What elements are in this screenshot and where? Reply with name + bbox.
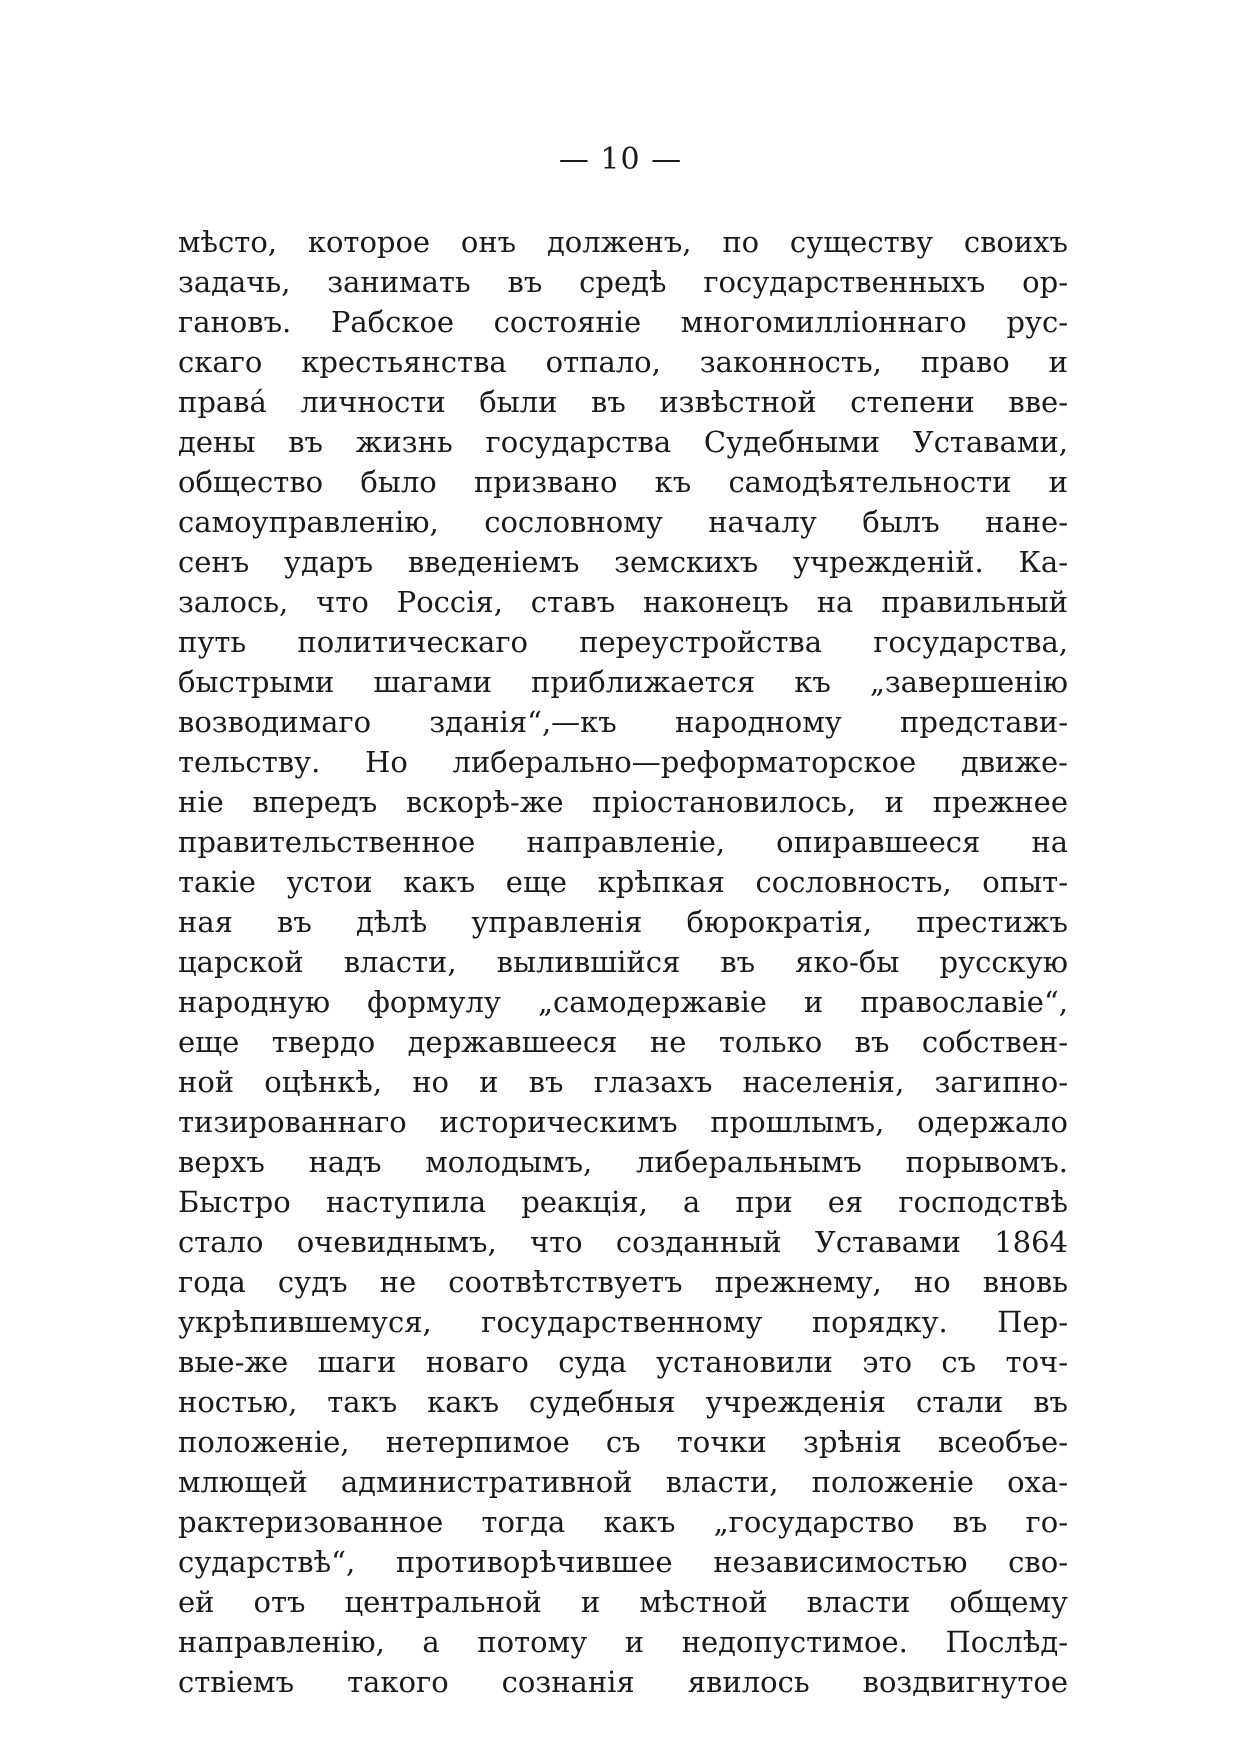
text-line: ніе впередъ вскорѣ-же пріостановилось, и прежнее [178, 785, 1068, 819]
text-line: задачь, занимать въ средѣ государственныхъ ор- [178, 265, 1068, 299]
text-line: направленію, а потому и недопустимое. Послѣд- [178, 1625, 1068, 1659]
text-line: ей отъ центральной и мѣстной власти общему [178, 1585, 1068, 1619]
text-line: правительственное направленіе, опиравшееся на [178, 825, 1068, 859]
text-line: рактеризованное тогда какъ „государство въ го- [178, 1505, 1068, 1539]
text-line: путь политическаго переустройства государства, [178, 625, 1068, 659]
text-line: сенъ ударъ введеніемъ земскихъ учрежденій. Ка- [178, 545, 1068, 579]
text-line: тизированнаго историческимъ прошлымъ, одержало [178, 1105, 1068, 1139]
text-line: ная въ дѣлѣ управленія бюрократія, престижъ [178, 905, 1068, 939]
text-line: народную формулу „самодержавіе и православіе“, [178, 985, 1068, 1019]
text-line: укрѣпившемуся, государственному порядку. Пер- [178, 1305, 1068, 1339]
text-line: права́ личности были въ извѣстной степени вве- [178, 385, 1068, 419]
text-line: залось, что Россія, ставъ наконецъ на правильный [178, 585, 1068, 619]
text-line: млющей административной власти, положеніе оха- [178, 1465, 1068, 1499]
body-text [178, 222, 1068, 1702]
text-line: года судъ не соотвѣтствуетъ прежнему, но вновь [178, 1265, 1068, 1299]
text-line: возводимаго зданія“,—къ народному представи- [178, 705, 1068, 739]
text-line: самоуправленію, сословному началу былъ нане- [178, 505, 1068, 539]
text-line: мѣсто, которое онъ долженъ, по существу своихъ [178, 225, 1068, 259]
text-line: верхъ надъ молодымъ, либеральнымъ порывомъ. [178, 1145, 1068, 1179]
text-line: быстрыми шагами приближается къ „завершенію [178, 665, 1068, 699]
text-line: гановъ. Рабское состояніе многомилліоннаго рус- [178, 305, 1068, 339]
text-line: скаго крестьянства отпало, законность, право и [178, 345, 1068, 379]
text-line: стало очевиднымъ, что созданный Уставами 1864 [178, 1225, 1068, 1259]
page-number: — 10 — [558, 142, 683, 177]
text-line: сударствѣ“, противорѣчившее независимостью сво- [178, 1545, 1068, 1579]
text-line: такіе устои какъ еще крѣпкая сословность, опыт- [178, 865, 1068, 899]
text-line: тельству. Но либерально—реформаторское движе- [178, 745, 1068, 779]
text-line: вые-же шаги новаго суда установили это съ точ- [178, 1345, 1068, 1379]
text-line: ностью, такъ какъ судебныя учрежденія стали въ [178, 1385, 1068, 1419]
text-line: дены въ жизнь государства Судебными Уставами, [178, 425, 1068, 459]
text-line: царской власти, вылившійся въ яко-бы русскую [178, 945, 1068, 979]
text-line: еще твердо державшееся не только въ собствен- [178, 1025, 1068, 1059]
text-line: ствіемъ такого сознанія явилось воздвигнутое [178, 1665, 1068, 1699]
text-line: ной оцѣнкѣ, но и въ глазахъ населенія, загипно- [178, 1065, 1068, 1099]
text-line: положеніе, нетерпимое съ точки зрѣнія всеобъе- [178, 1425, 1068, 1459]
text-line: Быстро наступила реакція, а при ея господствѣ [178, 1185, 1068, 1219]
text-line: общество было призвано къ самодѣятельности и [178, 465, 1068, 499]
